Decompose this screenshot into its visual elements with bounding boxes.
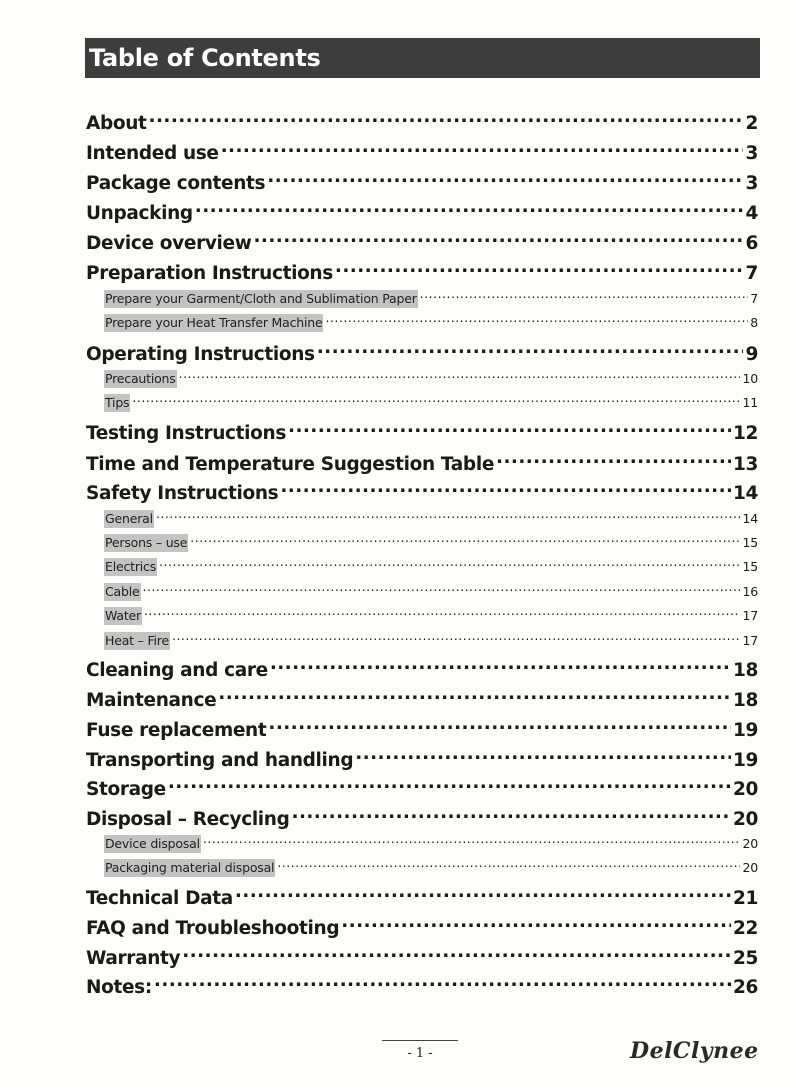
toc-entry-label: Preparation Instructions xyxy=(86,263,333,284)
toc-entry[interactable] xyxy=(86,105,758,134)
toc-subentry[interactable] xyxy=(104,505,758,526)
toc-entry-page: 20 xyxy=(732,779,758,800)
dot-leader xyxy=(355,742,731,766)
toc-entry-page: 14 xyxy=(732,483,758,504)
toc-entry[interactable] xyxy=(86,742,758,771)
dot-leader xyxy=(288,415,731,439)
toc-entry-label: Operating Instructions xyxy=(86,344,315,365)
toc-entry-page: 3 xyxy=(745,173,758,194)
toc-entry-label: Storage xyxy=(86,779,166,800)
toc-entry-label: Water xyxy=(105,608,141,623)
dot-leader xyxy=(420,285,749,303)
toc-list xyxy=(86,0,758,1000)
brand-logo: DelClynee xyxy=(630,1038,759,1064)
toc-entry-label: Intended use xyxy=(86,143,219,164)
toc-entry-label: Prepare your Garment/Cloth and Sublimation Paper xyxy=(105,291,417,306)
toc-entry-page: 17 xyxy=(742,633,758,648)
toc-entry-label: Unpacking xyxy=(86,203,193,224)
dot-leader xyxy=(218,682,731,706)
toc-entry-page: 15 xyxy=(742,559,758,574)
toc-entry[interactable] xyxy=(86,712,758,741)
toc-subentry[interactable] xyxy=(104,309,758,330)
toc-entry-page: 20 xyxy=(742,836,758,851)
toc-entry-page: 8 xyxy=(750,315,758,330)
toc-entry[interactable] xyxy=(86,969,758,998)
toc-entry-page: 20 xyxy=(742,860,758,875)
dot-leader xyxy=(144,602,741,620)
toc-subentry[interactable] xyxy=(104,854,758,875)
toc-entry-label: Prepare your Heat Transfer Machine xyxy=(105,315,323,330)
toc-entry-page: 14 xyxy=(742,511,758,526)
toc-entry[interactable] xyxy=(86,475,758,504)
dot-leader xyxy=(280,475,731,499)
toc-entry-page: 25 xyxy=(732,948,758,969)
toc-entry-label: Package contents xyxy=(86,173,266,194)
page-title: Table of Contents xyxy=(89,44,321,72)
toc-entry-page: 7 xyxy=(750,291,758,306)
dot-leader xyxy=(235,880,731,904)
page-number: - 1 - xyxy=(407,1046,433,1061)
toc-subentry[interactable] xyxy=(104,365,758,386)
dot-leader xyxy=(132,389,740,407)
toc-entry[interactable] xyxy=(86,255,758,284)
toc-entry-label: Testing Instructions xyxy=(86,423,287,444)
toc-entry[interactable] xyxy=(86,910,758,939)
dot-leader xyxy=(335,255,744,279)
toc-entry-page: 19 xyxy=(732,720,758,741)
dot-leader xyxy=(317,336,744,360)
toc-entry-page: 16 xyxy=(742,584,758,599)
toc-entry-label: Electrics xyxy=(105,559,157,574)
dot-leader xyxy=(203,830,741,848)
dot-leader xyxy=(254,225,744,249)
toc-entry-page: 17 xyxy=(742,608,758,623)
toc-subentry[interactable] xyxy=(104,285,758,306)
toc-entry-label: Heat – Fire xyxy=(105,633,169,648)
toc-entry-label: Maintenance xyxy=(86,690,217,711)
toc-entry-label: Notes: xyxy=(86,977,152,998)
dot-leader xyxy=(267,165,743,189)
dot-leader xyxy=(156,505,741,523)
toc-subentry[interactable] xyxy=(104,529,758,550)
toc-entry-page: 18 xyxy=(732,690,758,711)
toc-entry-page: 10 xyxy=(742,371,758,386)
toc-entry[interactable] xyxy=(86,165,758,194)
toc-entry[interactable] xyxy=(86,682,758,711)
dot-leader xyxy=(154,969,731,993)
toc-entry[interactable] xyxy=(86,801,758,830)
dot-leader xyxy=(168,771,731,795)
toc-entry-page: 2 xyxy=(745,113,758,134)
dot-leader xyxy=(325,309,748,327)
dot-leader xyxy=(496,446,731,470)
toc-entry[interactable] xyxy=(86,195,758,224)
toc-entry-label: General xyxy=(105,511,153,526)
toc-subentry[interactable] xyxy=(104,602,758,623)
toc-entry-label: Warranty xyxy=(86,948,181,969)
dot-leader xyxy=(221,135,744,159)
toc-entry[interactable] xyxy=(86,225,758,254)
toc-entry-label: About xyxy=(86,113,147,134)
toc-entry-label: Cleaning and care xyxy=(86,660,268,681)
toc-entry-page: 22 xyxy=(732,918,758,939)
toc-entry-page: 6 xyxy=(745,233,758,254)
toc-entry-label: FAQ and Troubleshooting xyxy=(86,918,340,939)
toc-entry-page: 11 xyxy=(742,395,758,410)
toc-entry-label: Tips xyxy=(105,395,130,410)
toc-entry-page: 4 xyxy=(745,203,758,224)
toc-entry[interactable] xyxy=(86,880,758,909)
toc-entry-label: Safety Instructions xyxy=(86,483,279,504)
toc-entry[interactable] xyxy=(86,135,758,164)
toc-entry-page: 7 xyxy=(745,263,758,284)
toc-entry-label: Precautions xyxy=(105,371,176,386)
toc-entry-label: Transporting and handling xyxy=(86,750,354,771)
dot-leader xyxy=(190,529,740,547)
dot-leader xyxy=(159,553,740,571)
toc-entry-page: 13 xyxy=(732,454,758,475)
toc-subentry[interactable] xyxy=(104,389,758,410)
dot-leader xyxy=(179,365,741,383)
dot-leader xyxy=(143,578,741,596)
toc-entry-page: 3 xyxy=(745,143,758,164)
toc-subentry[interactable] xyxy=(104,830,758,851)
footer-divider xyxy=(382,1040,458,1041)
toc-entry-label: Disposal – Recycling xyxy=(86,809,290,830)
toc-entry-label: Packaging material disposal xyxy=(105,860,275,875)
toc-entry-label: Fuse replacement xyxy=(86,720,267,741)
dot-leader xyxy=(270,652,731,676)
toc-entry-label: Device disposal xyxy=(105,836,200,851)
dot-leader xyxy=(149,105,744,129)
toc-entry[interactable] xyxy=(86,446,758,475)
toc-entry-label: Time and Temperature Suggestion Table xyxy=(86,454,495,475)
dot-leader xyxy=(268,712,731,736)
dot-leader xyxy=(277,854,740,872)
toc-entry-page: 19 xyxy=(732,750,758,771)
toc-entry-page: 26 xyxy=(732,977,758,998)
toc-entry-label: Persons – use xyxy=(105,535,188,550)
toc-subentry[interactable] xyxy=(104,553,758,574)
toc-subentry[interactable] xyxy=(104,627,758,648)
toc-entry-label: Cable xyxy=(105,584,140,599)
dot-leader xyxy=(172,627,741,645)
toc-entry-page: 20 xyxy=(732,809,758,830)
dot-leader xyxy=(292,801,731,825)
toc-entry[interactable] xyxy=(86,771,758,800)
toc-entry-label: Technical Data xyxy=(86,888,233,909)
toc-subentry[interactable] xyxy=(104,578,758,599)
toc-entry[interactable] xyxy=(86,336,758,365)
dot-leader xyxy=(341,910,731,934)
dot-leader xyxy=(195,195,744,219)
toc-entry-label: Device overview xyxy=(86,233,252,254)
toc-entry-page: 12 xyxy=(732,423,758,444)
toc-entry-page: 15 xyxy=(742,535,758,550)
dot-leader xyxy=(182,940,731,964)
toc-entry[interactable] xyxy=(86,652,758,681)
toc-entry[interactable] xyxy=(86,415,758,444)
toc-entry-page: 9 xyxy=(745,344,758,365)
toc-entry-page: 21 xyxy=(732,888,758,909)
toc-entry[interactable] xyxy=(86,940,758,969)
toc-entry-page: 18 xyxy=(732,660,758,681)
